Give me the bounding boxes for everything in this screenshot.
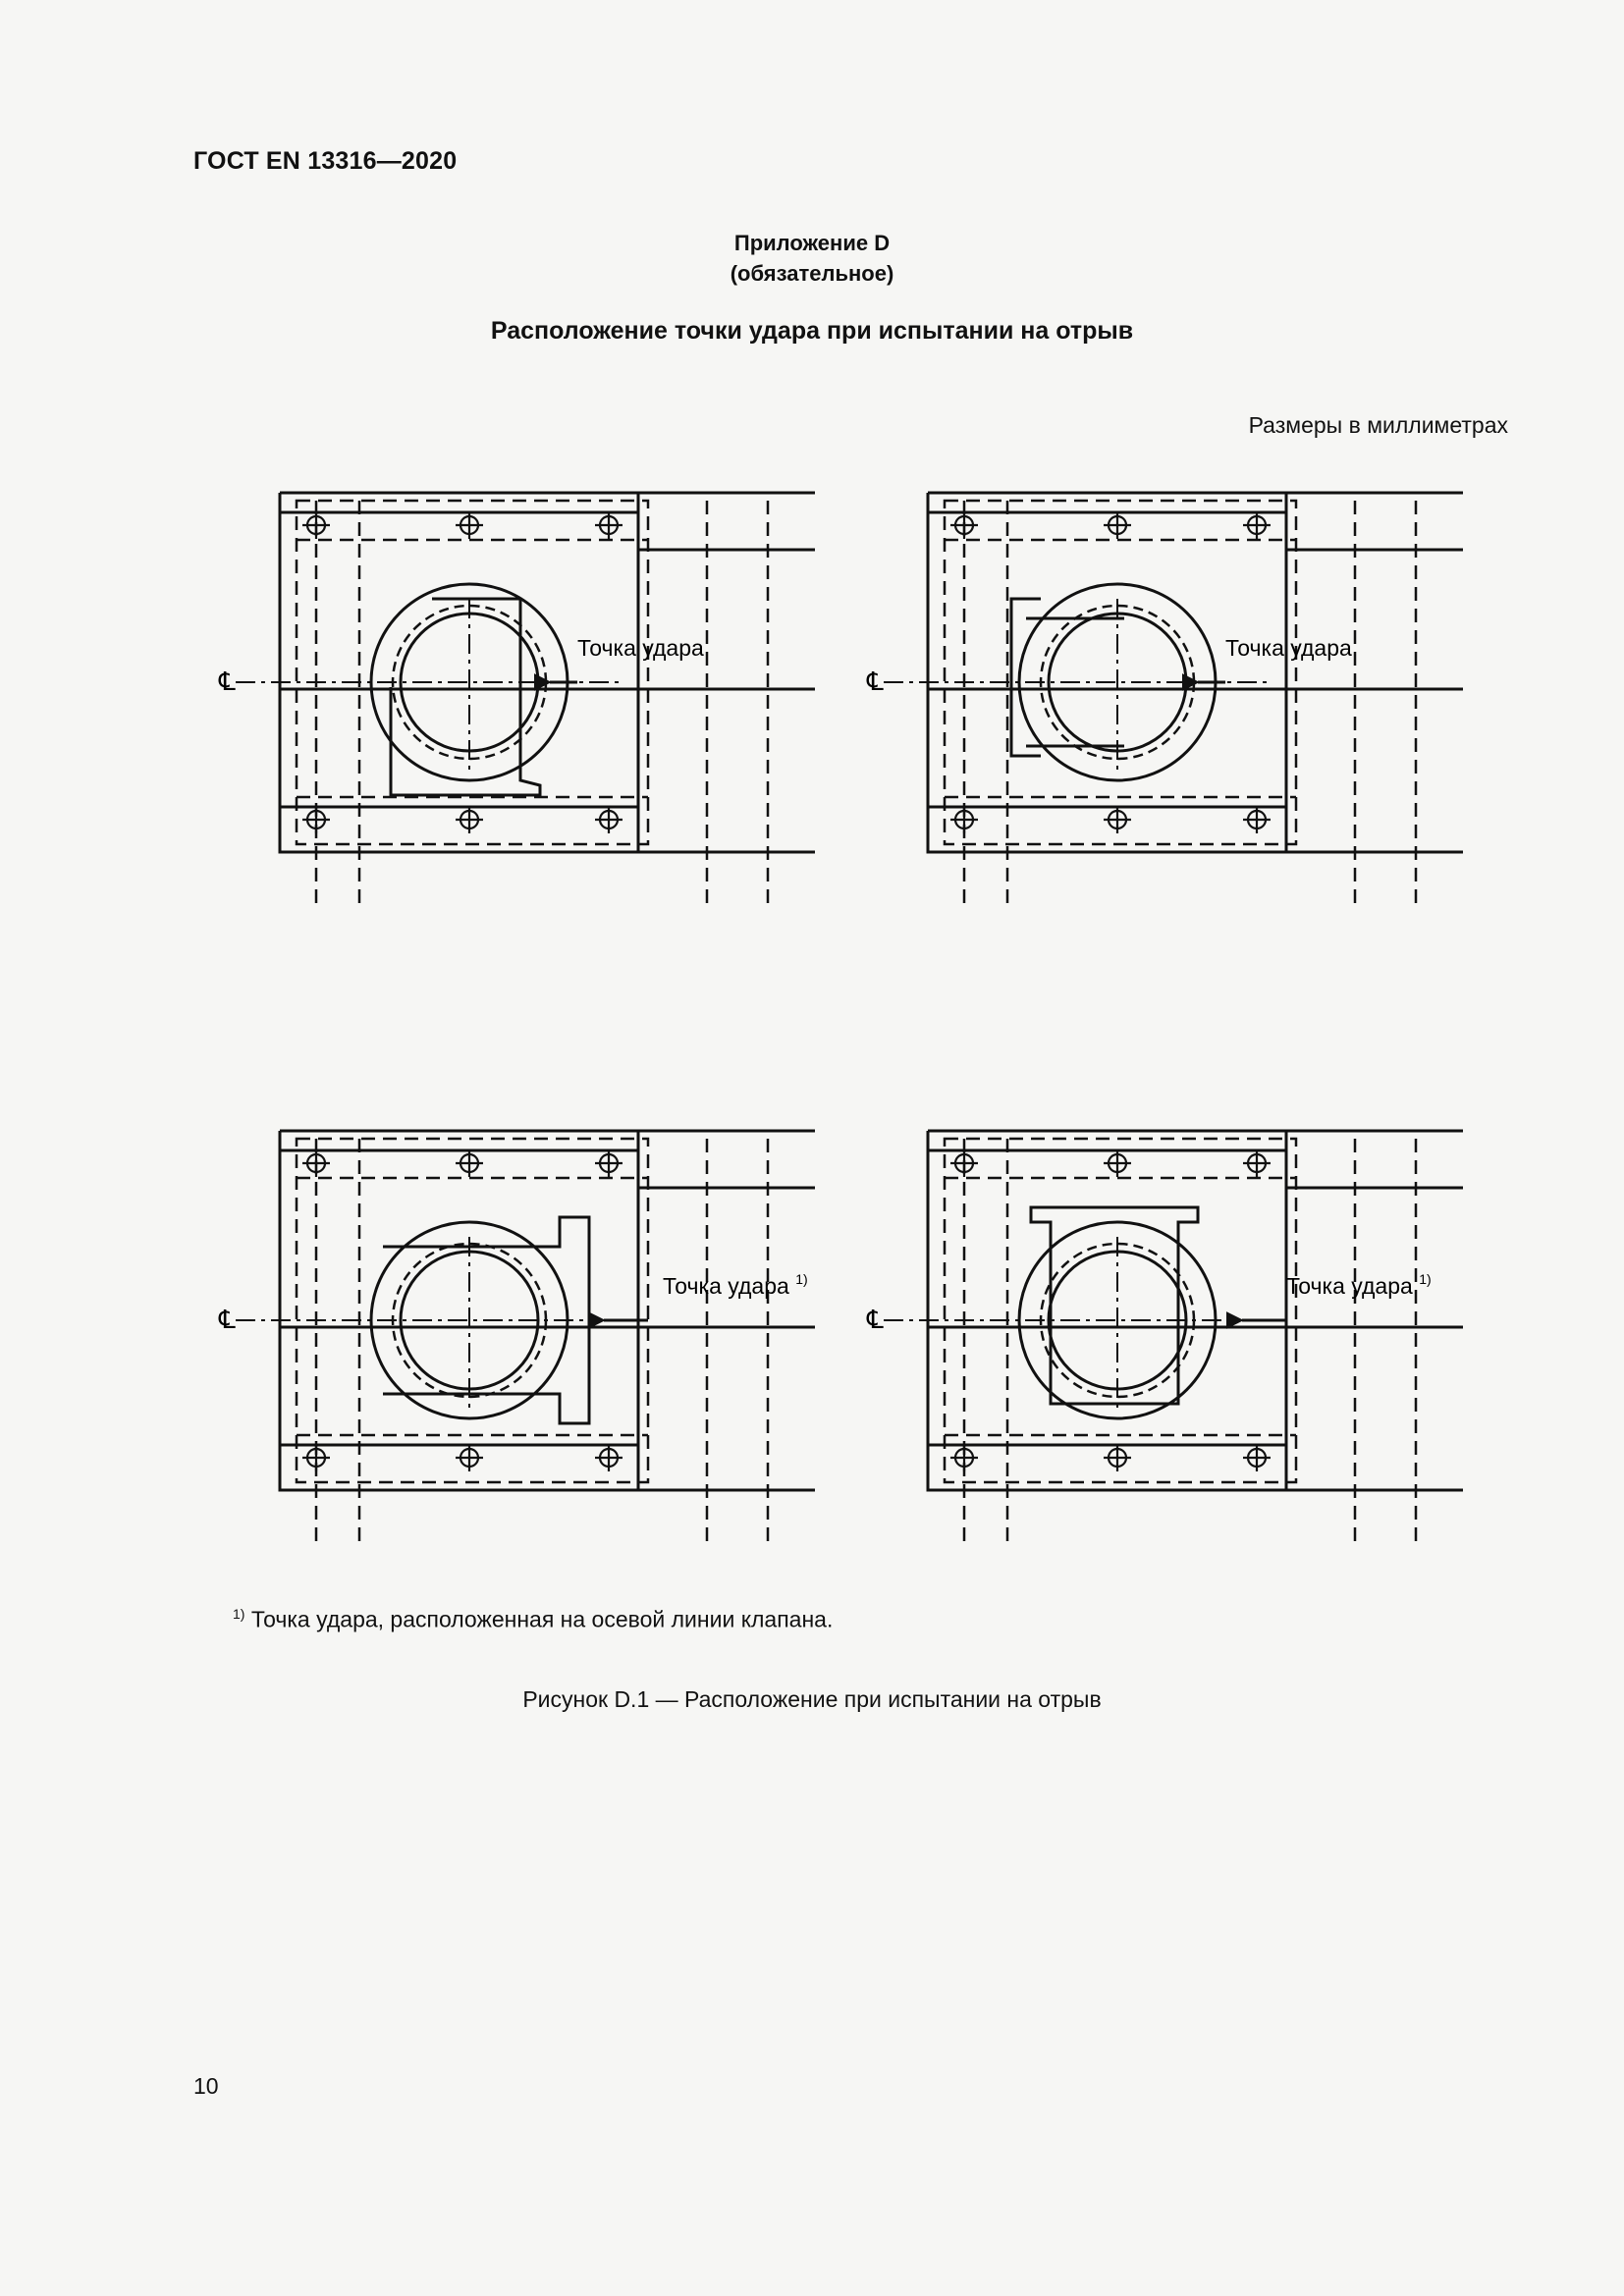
figure-d1-drawing bbox=[206, 481, 1512, 1571]
centerline-symbol: ℄ bbox=[867, 667, 884, 696]
annex-title: Приложение D bbox=[733, 231, 891, 255]
centerline-symbol: ℄ bbox=[867, 1305, 884, 1334]
figure-footnote bbox=[233, 1606, 833, 1633]
impact-point-label-text: Точка удара bbox=[1286, 1273, 1413, 1299]
panel-top-left bbox=[218, 493, 815, 911]
figure-d1 bbox=[206, 481, 1512, 1571]
impact-point-footnote-ref: 1) bbox=[1419, 1271, 1432, 1287]
impact-point-label bbox=[663, 1271, 808, 1299]
annex-title-block bbox=[0, 228, 1624, 289]
impact-point-footnote-ref: 1) bbox=[795, 1271, 808, 1287]
panel-top-right bbox=[866, 493, 1463, 911]
centerline-symbol: ℄ bbox=[219, 1305, 236, 1334]
footnote-marker: 1) bbox=[233, 1606, 245, 1622]
units-note: Размеры в миллиметрах bbox=[1248, 412, 1508, 438]
section-title: Расположение точки удара при испытании на отрыв bbox=[490, 317, 1134, 345]
panel-bottom-right bbox=[866, 1131, 1463, 1549]
panel-bottom-left bbox=[218, 1131, 815, 1549]
document-header: ГОСТ EN 13316—2020 bbox=[193, 147, 458, 175]
impact-point-label: Точка удара bbox=[1225, 635, 1352, 661]
footnote-text: Точка удара, расположенная на осевой линии клапана. bbox=[250, 1606, 834, 1632]
impact-point-label bbox=[1286, 1271, 1432, 1299]
figure-caption: Рисунок D.1 — Расположение при испытании на отрыв bbox=[522, 1686, 1102, 1712]
page-number: 10 bbox=[193, 2073, 219, 2099]
annex-status: (обязательное) bbox=[730, 261, 894, 286]
impact-point-label: Точка удара bbox=[577, 635, 704, 661]
centerline-symbol: ℄ bbox=[219, 667, 236, 696]
impact-point-label-text: Точка удара bbox=[663, 1273, 789, 1299]
